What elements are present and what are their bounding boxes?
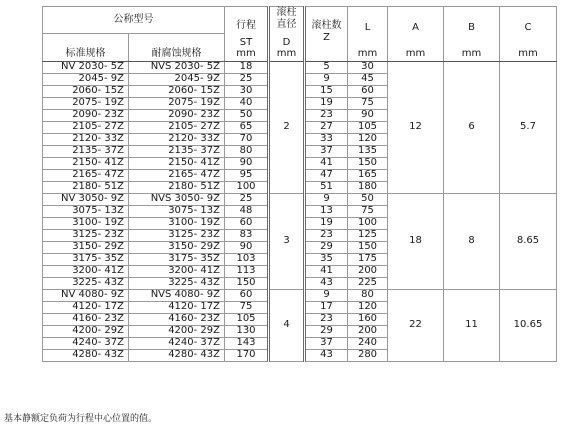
standard-model-cell: 3100- 19Z [43,217,129,229]
L-cell: 120 [348,301,388,313]
roller-count-cell: 27 [305,121,348,133]
header-stroke: 行程 [225,7,269,34]
header-standard: 标准规格 [43,33,129,61]
standard-model-cell: 2120- 33Z [43,133,129,145]
roller-count-cell: 35 [305,253,348,265]
header-L: L [348,7,388,34]
header-roller-dia-line2: 直径 [276,19,297,30]
corrosion-model-cell: NVS 2030- 5Z [129,61,225,73]
roller-count-cell: 37 [305,337,348,349]
standard-model-cell: 4160- 23Z [43,313,129,325]
L-cell: 200 [348,325,388,337]
table-row [43,193,557,205]
C-cell: 5.7 [500,61,557,193]
L-cell: 75 [348,97,388,109]
stroke-cell: 75 [225,301,269,313]
stroke-cell: 143 [225,337,269,349]
standard-model-cell: 4280- 43Z [43,349,129,361]
corrosion-model-cell: 4120- 17Z [129,301,225,313]
roller-count-cell: 23 [305,229,348,241]
standard-model-cell: 2150- 41Z [43,157,129,169]
standard-model-cell: 3125- 23Z [43,229,129,241]
standard-model-cell: 2180- 51Z [43,181,129,193]
header-B: B [444,7,500,34]
standard-model-cell: 3075- 13Z [43,205,129,217]
L-cell: 240 [348,337,388,349]
corrosion-model-cell: 2165- 47Z [129,169,225,181]
standard-model-cell: 3225- 43Z [43,277,129,289]
standard-model-cell: 2165- 47Z [43,169,129,181]
corrosion-model-cell: 4160- 23Z [129,313,225,325]
roller-count-cell: 43 [305,349,348,361]
stroke-cell: 83 [225,229,269,241]
L-cell: 125 [348,229,388,241]
stroke-cell: 48 [225,205,269,217]
L-cell: 280 [348,349,388,361]
corrosion-model-cell: 2045- 9Z [129,73,225,85]
header-L-unit: mm [348,33,388,61]
stroke-cell: 130 [225,325,269,337]
footnote: 基本静额定负荷为行程中心位置的值。 [4,414,158,424]
roller-count-cell: 47 [305,169,348,181]
standard-model-cell: 2090- 23Z [43,109,129,121]
L-cell: 45 [348,73,388,85]
L-cell: 80 [348,289,388,301]
spec-table-wrapper [42,6,557,362]
header-corrosion: 耐腐蚀规格 [129,33,225,61]
L-cell: 120 [348,133,388,145]
standard-model-cell: NV 2030- 5Z [43,61,129,73]
roller-count-cell: 9 [305,193,348,205]
table-row [43,289,557,301]
L-cell: 175 [348,253,388,265]
header-roller-dia-line1: 滚柱 [276,7,297,18]
L-cell: 100 [348,217,388,229]
roller-count-cell: 19 [305,97,348,109]
standard-model-cell: 3200- 41Z [43,265,129,277]
header-roller-count: 滚柱数 [305,7,348,34]
corrosion-model-cell: 4200- 29Z [129,325,225,337]
corrosion-model-cell: 2135- 37Z [129,145,225,157]
roller-count-cell: 23 [305,313,348,325]
roller-count-cell: 9 [305,289,348,301]
standard-model-cell: 4200- 29Z [43,325,129,337]
corrosion-model-cell: 4280- 43Z [129,349,225,361]
stroke-cell: 103 [225,253,269,265]
corrosion-model-cell: 3225- 43Z [129,277,225,289]
table-row [43,61,557,73]
roller-count-cell: 43 [305,277,348,289]
header-stroke-unit [225,33,269,61]
roller-count-cell: 41 [305,265,348,277]
standard-model-cell: 4120- 17Z [43,301,129,313]
header-roller-dia-mm: mm [276,47,297,59]
roller-count-cell: 17 [305,301,348,313]
A-cell: 18 [388,193,444,289]
roller-count-cell: 29 [305,241,348,253]
stroke-cell: 90 [225,241,269,253]
corrosion-model-cell: 3100- 19Z [129,217,225,229]
L-cell: 150 [348,157,388,169]
L-cell: 60 [348,85,388,97]
standard-model-cell: 2060- 15Z [43,85,129,97]
B-cell: 8 [444,193,500,289]
stroke-cell: 105 [225,313,269,325]
roller-count-cell: 29 [305,325,348,337]
header-stroke-mm: mm [236,47,256,59]
header-A-unit: mm [388,33,444,61]
roller-count-cell: 33 [305,133,348,145]
stroke-cell: 65 [225,121,269,133]
standard-model-cell: 3175- 35Z [43,253,129,265]
standard-model-cell: 3150- 29Z [43,241,129,253]
B-cell: 11 [444,289,500,361]
header-C: C [500,7,557,34]
header-C-unit: mm [500,33,557,61]
stroke-cell: 150 [225,277,269,289]
roller-count-cell: 41 [305,157,348,169]
corrosion-model-cell: NVS 3050- 9Z [129,193,225,205]
corrosion-model-cell: 2150- 41Z [129,157,225,169]
header-row-top [43,7,557,34]
corrosion-model-cell: NVS 4080- 9Z [129,289,225,301]
standard-model-cell: NV 4080- 9Z [43,289,129,301]
spec-table-body [43,7,557,362]
corrosion-model-cell: 4240- 37Z [129,337,225,349]
stroke-cell: 70 [225,133,269,145]
roller-dia-cell: 3 [269,193,305,289]
header-stroke-sym: ST [239,36,253,48]
header-roller-count-sym: Z [305,33,348,61]
L-cell: 105 [348,121,388,133]
spec-table [42,6,557,362]
roller-count-cell: 9 [305,73,348,85]
standard-model-cell: 2105- 27Z [43,121,129,133]
roller-count-cell: 15 [305,85,348,97]
roller-dia-cell: 4 [269,289,305,361]
roller-dia-cell: 2 [269,61,305,193]
header-roller-dia-sym: D [282,36,291,48]
C-cell: 10.65 [500,289,557,361]
L-cell: 30 [348,61,388,73]
standard-model-cell: 2135- 37Z [43,145,129,157]
L-cell: 150 [348,241,388,253]
roller-count-cell: 37 [305,145,348,157]
roller-count-cell: 51 [305,181,348,193]
L-cell: 90 [348,109,388,121]
B-cell: 6 [444,61,500,193]
stroke-cell: 95 [225,169,269,181]
L-cell: 225 [348,277,388,289]
stroke-cell: 100 [225,181,269,193]
header-row-bottom [43,33,557,61]
stroke-cell: 30 [225,85,269,97]
L-cell: 160 [348,313,388,325]
corrosion-model-cell: 3125- 23Z [129,229,225,241]
stroke-cell: 50 [225,109,269,121]
stroke-cell: 25 [225,193,269,205]
stroke-cell: 60 [225,217,269,229]
corrosion-model-cell: 2105- 27Z [129,121,225,133]
standard-model-cell: 2045- 9Z [43,73,129,85]
corrosion-model-cell: 3200- 41Z [129,265,225,277]
corrosion-model-cell: 2090- 23Z [129,109,225,121]
corrosion-model-cell: 3150- 29Z [129,241,225,253]
standard-model-cell: 4240- 37Z [43,337,129,349]
corrosion-model-cell: 2075- 19Z [129,97,225,109]
roller-count-cell: 23 [305,109,348,121]
header-A: A [388,7,444,34]
corrosion-model-cell: 2180- 51Z [129,181,225,193]
stroke-cell: 60 [225,289,269,301]
A-cell: 12 [388,61,444,193]
header-roller-dia-unit [269,33,305,61]
corrosion-model-cell: 3175- 35Z [129,253,225,265]
corrosion-model-cell: 2120- 33Z [129,133,225,145]
L-cell: 200 [348,265,388,277]
roller-count-cell: 5 [305,61,348,73]
stroke-cell: 113 [225,265,269,277]
standard-model-cell: 2075- 19Z [43,97,129,109]
corrosion-model-cell: 2060- 15Z [129,85,225,97]
corrosion-model-cell: 3075- 13Z [129,205,225,217]
stroke-cell: 80 [225,145,269,157]
header-B-unit: mm [444,33,500,61]
L-cell: 165 [348,169,388,181]
A-cell: 22 [388,289,444,361]
stroke-cell: 18 [225,61,269,73]
stroke-cell: 40 [225,97,269,109]
stroke-cell: 25 [225,73,269,85]
L-cell: 75 [348,205,388,217]
roller-count-cell: 19 [305,217,348,229]
header-roller-dia [269,7,305,34]
L-cell: 180 [348,181,388,193]
stroke-cell: 170 [225,349,269,361]
header-model: 公称型号 [43,7,225,34]
L-cell: 50 [348,193,388,205]
stroke-cell: 90 [225,157,269,169]
C-cell: 8.65 [500,193,557,289]
L-cell: 135 [348,145,388,157]
roller-count-cell: 13 [305,205,348,217]
standard-model-cell: NV 3050- 9Z [43,193,129,205]
